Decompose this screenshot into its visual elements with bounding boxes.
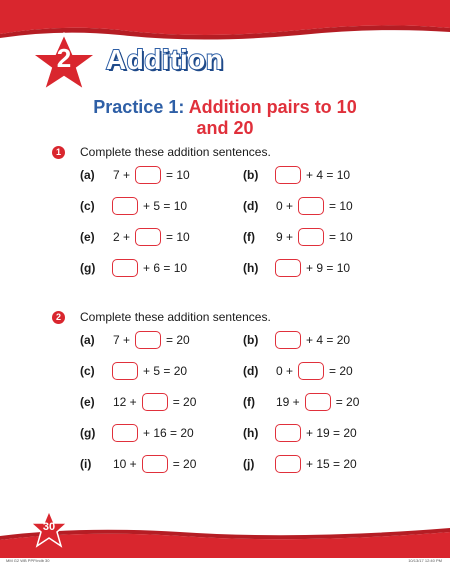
footer-file-info: MM G2 WB PPP.indb 30 <box>6 558 50 563</box>
item-text-after: = 10 <box>166 168 190 182</box>
exercise-item <box>243 330 353 350</box>
answer-box[interactable] <box>305 393 331 411</box>
item-text-after: + 9 = 10 <box>306 261 351 275</box>
item-text-after: + 4 = 20 <box>306 333 351 347</box>
answer-box[interactable] <box>275 331 301 349</box>
item-text-after: + 5 = 10 <box>143 199 188 213</box>
item-text-before: 12 + <box>113 395 137 409</box>
item-text-after: = 20 <box>172 395 197 409</box>
answer-box[interactable] <box>112 424 138 442</box>
exercise-item <box>243 392 362 412</box>
exercise-item <box>80 258 190 278</box>
answer-box[interactable] <box>275 455 301 473</box>
footer-timestamp: 10/13/17 12:40 PM <box>408 558 442 563</box>
question-instruction: Complete these addition sentences. <box>80 310 271 324</box>
item-text-after: = 20 <box>172 457 197 471</box>
practice-label: Practice 1: <box>93 97 185 117</box>
chapter-title: Addition <box>106 44 224 75</box>
item-label: (f) <box>243 395 255 409</box>
answer-box[interactable] <box>275 166 301 184</box>
item-label: (e) <box>80 230 95 244</box>
item-label: (j) <box>243 457 255 471</box>
item-text-after: = 10 <box>329 230 353 244</box>
exercise-item <box>80 392 199 412</box>
answer-box[interactable] <box>142 455 168 473</box>
item-label: (d) <box>243 199 259 213</box>
practice-heading-line2 <box>0 118 450 139</box>
answer-box[interactable] <box>142 393 168 411</box>
item-label: (h) <box>243 261 259 275</box>
answer-box[interactable] <box>112 197 138 215</box>
item-text-after: = 20 <box>329 364 353 378</box>
item-text-before: 9 + <box>276 230 294 244</box>
item-text-before: 19 + <box>276 395 300 409</box>
exercise-item <box>80 361 190 381</box>
item-label: (e) <box>80 395 95 409</box>
answer-box[interactable] <box>112 362 138 380</box>
item-text-before: 0 + <box>276 199 294 213</box>
item-label: (a) <box>80 333 95 347</box>
exercise-item <box>80 196 190 216</box>
answer-box[interactable] <box>298 197 324 215</box>
exercise-item <box>80 454 199 474</box>
exercise-item <box>243 196 356 216</box>
item-label: (g) <box>80 426 96 440</box>
answer-box[interactable] <box>275 424 301 442</box>
exercise-item <box>243 454 360 474</box>
exercise-item <box>243 361 356 381</box>
item-text-after: = 10 <box>166 230 190 244</box>
item-text-after: + 6 = 10 <box>143 261 188 275</box>
answer-box[interactable] <box>298 228 324 246</box>
item-text-after: = 20 <box>166 333 190 347</box>
item-label: (h) <box>243 426 259 440</box>
item-label: (b) <box>243 333 259 347</box>
item-text-before: 10 + <box>113 457 137 471</box>
item-text-after: + 15 = 20 <box>306 457 357 471</box>
answer-box[interactable] <box>275 259 301 277</box>
item-label: (c) <box>80 364 95 378</box>
question-number-badge: 2 <box>52 311 65 324</box>
item-text-after: = 20 <box>335 395 360 409</box>
item-label: (b) <box>243 168 259 182</box>
practice-heading <box>0 97 450 118</box>
exercise-item <box>243 227 356 247</box>
practice-title-line1: Addition pairs to 10 <box>188 97 357 117</box>
answer-box[interactable] <box>112 259 138 277</box>
exercise-item <box>80 423 197 443</box>
practice-title-line2: and 20 <box>196 118 254 138</box>
answer-box[interactable] <box>135 228 161 246</box>
exercise-item <box>243 423 360 443</box>
exercise-item <box>80 165 193 185</box>
item-text-before: 7 + <box>113 168 131 182</box>
item-text-after: + 16 = 20 <box>143 426 194 440</box>
answer-box[interactable] <box>135 331 161 349</box>
item-text-before: 2 + <box>113 230 131 244</box>
answer-box[interactable] <box>135 166 161 184</box>
item-text-after: = 10 <box>329 199 353 213</box>
item-text-after: + 5 = 20 <box>143 364 188 378</box>
item-label: (a) <box>80 168 95 182</box>
item-text-before: 0 + <box>276 364 294 378</box>
chapter-number: 2 <box>56 43 72 73</box>
exercise-item <box>80 330 193 350</box>
exercise-item <box>80 227 193 247</box>
exercise-item <box>243 165 353 185</box>
item-label: (g) <box>80 261 96 275</box>
item-text-after: + 19 = 20 <box>306 426 357 440</box>
item-label: (i) <box>80 457 92 471</box>
exercise-item <box>243 258 353 278</box>
question-instruction: Complete these addition sentences. <box>80 145 271 159</box>
page-number: 30 <box>42 521 56 533</box>
item-label: (f) <box>243 230 255 244</box>
item-text-before: 7 + <box>113 333 131 347</box>
item-text-after: + 4 = 10 <box>306 168 351 182</box>
answer-box[interactable] <box>298 362 324 380</box>
question-number-badge: 1 <box>52 146 65 159</box>
item-label: (d) <box>243 364 259 378</box>
item-label: (c) <box>80 199 95 213</box>
